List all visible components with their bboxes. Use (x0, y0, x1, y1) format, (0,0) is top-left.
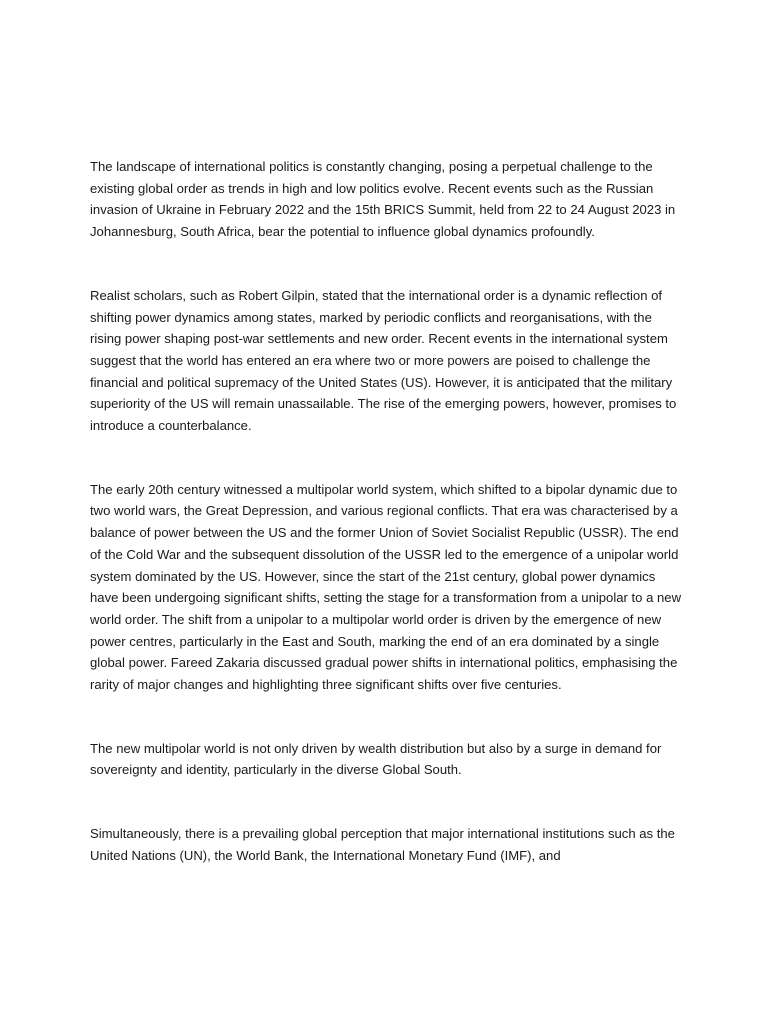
paragraph-institutions: Simultaneously, there is a prevailing global perception that major international institutions such as the United Nations (UN), the World Bank, the International Monetary Fund (IMF), and (90, 826, 675, 863)
paragraph-multipolar-world: The new multipolar world is not only driven by wealth distribution but also by a surge in demand for sovereignty and identity, particularly in the diverse Global South. (90, 740, 662, 778)
document-body (90, 156, 682, 909)
paragraph-intro: The landscape of international politics is constantly changing, posing a perpetual challenge to the existing global order as trends in high and low politics evolve. Recent events such as the Russian invasion of Ukraine in February 2022 and the 15th BRICS Summit, held from 22 to 24 August 2023 in Johannesburg, South Africa, bear the potential to influence global dynamics profoundly. (90, 159, 676, 240)
paragraph-20th-century: The early 20th century witnessed a multipolar world system, which shifted to a bipolar dynamic due to two world wars, the Great Depression, and various regional conflicts. That era was characterised by a balance of power between the US and the former Union of Soviet Socialist Republic (USSR). The end of the Cold War and the subsequent dissolution of the USSR led to the emergence of a unipolar world system dominated by the US. However, since the start of the 21st century, global power dynamics have been undergoing significant shifts, setting the stage for a transformation from a unipolar to a new world order. The shift from a unipolar to a multipolar world order is driven by the emergence of new power centres, particularly in the East and South, marking the end of an era dominated by a single global power. Fareed Zakaria discussed gradual power shifts in international politics, emphasising the rarity of major changes and highlighting three significant shifts over five centuries. (90, 481, 682, 693)
paragraph-realist-scholars: Realist scholars, such as Robert Gilpin, stated that the international order is a dynamic reflection of shifting power dynamics among states, marked by periodic conflicts and reorganisations, with the rising power shaping post-war settlements and new order. Recent events in the international system suggest that the world has entered an era where two or more powers are poised to challenge the financial and political supremacy of the United States (US). However, it is anticipated that the military superiority of the US will remain unassailable. The rise of the emerging powers, however, promises to introduce a counterbalance. (90, 287, 677, 434)
